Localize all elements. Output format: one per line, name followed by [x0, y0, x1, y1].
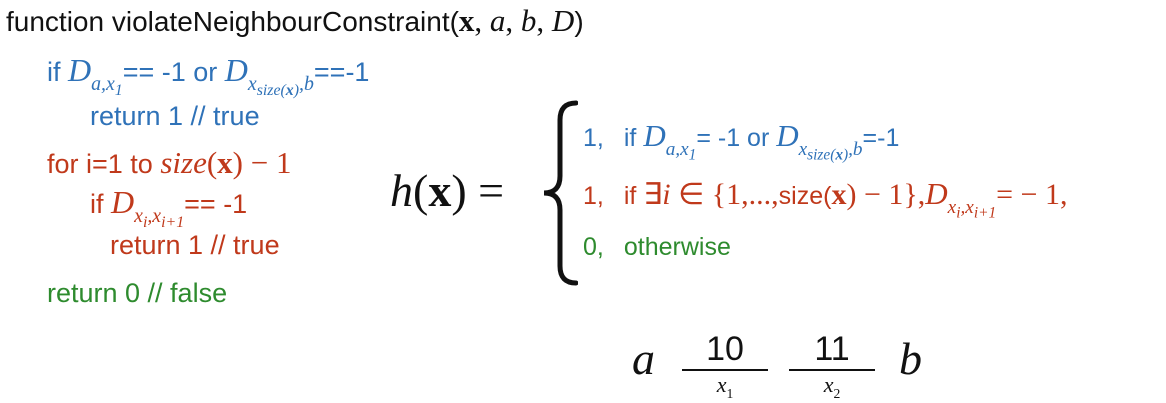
example-left-node: a: [632, 333, 655, 384]
code-line-for-loop: for i=1 to size(x) − 1: [47, 145, 292, 180]
d-term: $D_{x_{size(x)},b}$: [224, 52, 314, 99]
example-edge-1: [682, 330, 768, 401]
code-line-return-true-1: return 1 // true: [90, 101, 260, 131]
function-keyword: function violateNeighbourConstraint(: [6, 6, 459, 37]
function-params: x, a, b, D: [458, 3, 575, 38]
case-2: 1, if ∃i ∈ {1,...,size(x) − $1\},D_{x_i,x_{i+1}}= - 1$,: [583, 176, 1068, 222]
edge-line: [682, 369, 768, 371]
d-term: $D_{x_i,x_{i+1}}$: [111, 184, 185, 231]
edge-weight: 10: [706, 330, 744, 368]
example-right-node: b: [899, 333, 922, 384]
brace-path: [544, 103, 576, 283]
edge-line: [789, 369, 875, 371]
cases-brace: [538, 98, 578, 288]
d-term: $D_{a,x_1}$: [68, 52, 123, 99]
edge-variable: $x_1$: [716, 371, 734, 401]
d-term: $D_{x_i,x_{i+1}}$: [925, 176, 997, 222]
edge-weight: 11: [814, 330, 850, 368]
edge-variable: $x_2$: [823, 371, 841, 401]
code-line-return-false: return 0 // false: [47, 278, 228, 308]
code-line-if-neighbour: if $D_{x_i,x_{i+1}}== -1$: [90, 184, 248, 231]
code-line-if-boundary: if $D_{a,x_1}== -1$ or $D_{x_{size(x)},b}==-1$: [47, 52, 370, 99]
case-3: 0, otherwise: [583, 233, 731, 261]
formula-lhs: h(x) =: [390, 165, 505, 216]
example-edge-2: [789, 330, 875, 401]
d-term: $D_{a,x_1}$: [643, 118, 697, 164]
code-line-return-true-2: return 1 // true: [110, 230, 280, 260]
d-term: $D_{x_{size(x)},b}$: [776, 118, 863, 164]
case-1: 1, if $D_{a,x_1}= -1$ or $D_{x_{size(x)},b}=-1$: [583, 118, 900, 164]
function-signature: function violateNeighbourConstraint(x, a, b, D): [6, 3, 584, 38]
